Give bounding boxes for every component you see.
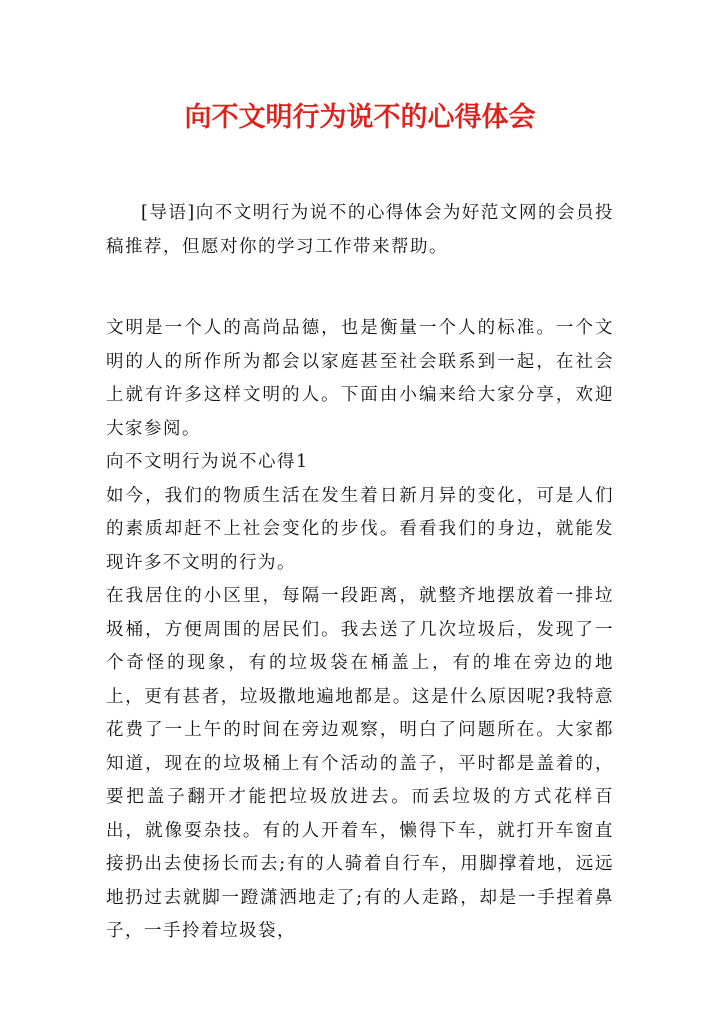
section-heading: 向不文明行为说不心得1 — [106, 452, 309, 472]
body-paragraph-2: 如今，我们的物质生活在发生着日新月异的变化，可是人们的素质却赶不上社会变化的步伐。看看我们的身边，就能发现许多不文明的行为。 — [106, 485, 614, 573]
document-body — [106, 312, 614, 949]
intro-paragraph: [导语]向不文明行为说不的心得体会为好范文网的会员投稿推荐，但愿对你的学习工作带来帮助。 — [106, 203, 614, 257]
body-paragraph-1: 文明是一个人的高尚品德，也是衡量一个人的标准。一个文明的人的所作所为都会以家庭甚至社会联系到一起，在社会上就有许多这样文明的人。下面由小编来给大家分享，欢迎大家参阅。 — [106, 318, 614, 439]
body-paragraph-3: 在我居住的小区里，每隔一段距离，就整齐地摆放着一排垃圾桶，方便周围的居民们。我去送了几次垃圾后，发现了一个奇怪的现象，有的垃圾袋在桶盖上，有的堆在旁边的地上，更有甚者，垃圾撒地遍地都是。这是什么原因呢?我特意花费了一上午的时间在旁边观察，明白了问题所在。大家都知道，现在的垃圾桶上有个活动的盖子，平时都是盖着的，要把盖子翻开才能把垃圾放进去。而丢垃圾的方式花样百出，就像耍杂技。有的人开着车，懒得下车，就打开车窗直接扔出去使扬长而去;有的人骑着自行车，用脚撑着地，远远地扔过去就脚一蹬潇洒地走了;有的人走路，却是一手捏着鼻子，一手拎着垃圾袋， — [106, 586, 614, 941]
document-title: 向不文明行为说不的心得体会 — [184, 102, 536, 133]
